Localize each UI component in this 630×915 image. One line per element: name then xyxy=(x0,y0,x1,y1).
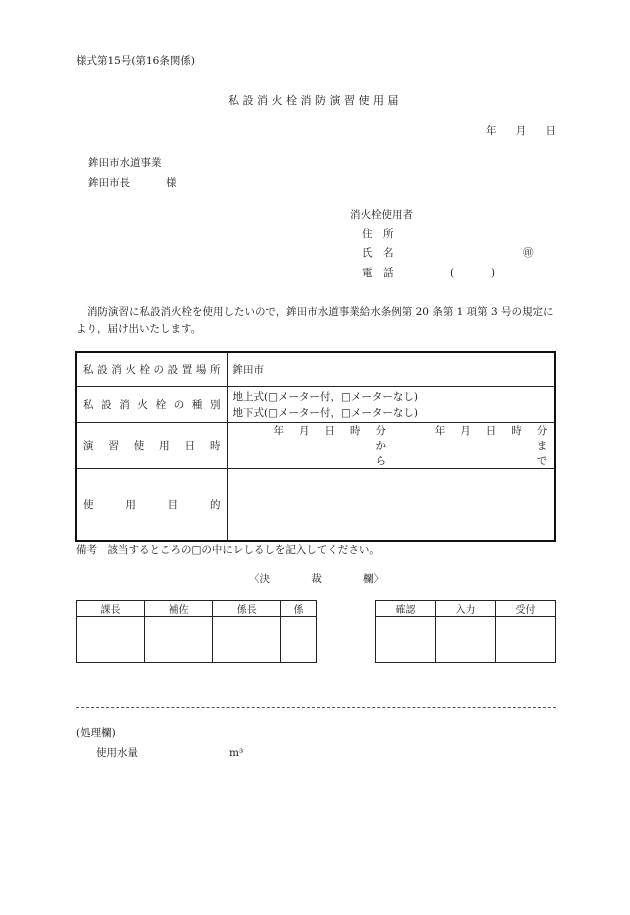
type-label-cell xyxy=(76,387,227,423)
label-char: 演 xyxy=(83,440,94,452)
phone-paren-open: ( xyxy=(450,267,455,279)
approval-col-assistant: 補佐 xyxy=(145,601,213,617)
datetime-row xyxy=(76,423,555,469)
label-char: 消 xyxy=(111,364,122,376)
label-char: 用 xyxy=(159,440,170,452)
label-char: の xyxy=(153,364,165,376)
to-day: 日 xyxy=(485,425,497,437)
applicant-address-row xyxy=(362,229,394,240)
label-char: 使 xyxy=(133,440,145,452)
purpose-label-cell xyxy=(76,469,227,542)
approval-col-subsection-chief: 係長 xyxy=(213,601,281,617)
details-table xyxy=(75,351,556,542)
date-line xyxy=(486,126,556,137)
datetime-label xyxy=(83,438,221,453)
addressee-mayor: 鉾田市長 xyxy=(88,177,130,189)
approval-heading-mid: 裁 xyxy=(311,573,322,585)
approval-left-header xyxy=(77,601,317,617)
label-char: 別 xyxy=(209,399,221,411)
approval-table-left xyxy=(76,600,317,663)
approval-col-section-chief: 課長 xyxy=(77,601,145,617)
datetime-value[interactable] xyxy=(227,423,555,469)
to-month: 月 xyxy=(460,425,471,437)
label-char: 設 xyxy=(101,399,112,411)
label-char: 私 xyxy=(83,399,94,411)
label-char: 火 xyxy=(137,399,148,411)
water-usage-label: 使用水量 xyxy=(96,747,138,759)
to-year: 年 xyxy=(434,425,446,437)
addressee-line2 xyxy=(88,178,177,189)
applicant-name-row xyxy=(362,248,394,259)
applicant-phone-row xyxy=(362,268,394,279)
applicant-title: 消火栓使用者 xyxy=(350,209,413,221)
from-month: 月 xyxy=(299,425,310,437)
dashed-separator xyxy=(76,707,556,708)
label-char: 用 xyxy=(125,499,136,511)
approval-table-right xyxy=(375,600,556,663)
approval-heading-left: 〈決 xyxy=(249,573,270,585)
type-option-underground[interactable]: 地下式(□メーター付，□メーターなし) xyxy=(232,406,419,419)
label-char: 消 xyxy=(119,399,130,411)
datetime-label-cell xyxy=(76,423,227,469)
addressee-honorific: 様 xyxy=(166,177,177,189)
stamp-cell[interactable] xyxy=(281,617,317,663)
label-char: 置 xyxy=(181,364,193,376)
label-char: 設 xyxy=(167,364,179,376)
phone-paren-close: ) xyxy=(491,267,496,279)
type-value xyxy=(227,387,555,423)
location-label-cell xyxy=(76,352,227,387)
stamp-cell[interactable] xyxy=(213,617,281,663)
date-year: 年 xyxy=(486,125,497,137)
body-text: 消防演習に私設消火栓を使用したいので，鉾田市水道事業給水条例第 20 条第 1 項第 3 号の規定により，届け出いたします。 xyxy=(76,306,554,335)
label-char: 設 xyxy=(97,364,108,376)
stamp-cell[interactable] xyxy=(77,617,145,663)
approval-col-staff: 係 xyxy=(281,601,317,617)
label-char: 場 xyxy=(195,364,207,376)
approval-heading xyxy=(249,574,384,585)
approval-left-stamp-row xyxy=(77,617,317,663)
remark-note: 備考 該当するところの□の中にレしるしを記入してください。 xyxy=(76,544,380,556)
from-year: 年 xyxy=(273,425,284,437)
type-row xyxy=(76,387,555,423)
date-day: 日 xyxy=(545,125,556,137)
label-char: 種 xyxy=(191,399,203,411)
applicant-address-label: 住 所 xyxy=(362,228,394,240)
stamp-cell[interactable] xyxy=(496,617,556,663)
label-char: 所 xyxy=(209,364,221,376)
stamp-cell[interactable] xyxy=(145,617,213,663)
location-row xyxy=(76,352,555,387)
document-title: 私設消火栓消防演習使用届 xyxy=(228,94,402,107)
addressee-line1: 鉾田市水道事業 xyxy=(88,157,162,169)
from-day: 日 xyxy=(324,425,335,437)
label-char: 的 xyxy=(209,499,221,511)
label-char: の xyxy=(173,399,185,411)
label-char: 時 xyxy=(209,440,221,452)
approval-right-header xyxy=(376,601,556,617)
applicant-phone-label: 電 話 xyxy=(362,267,394,279)
purpose-row xyxy=(76,469,555,542)
seal-mark: ㊞ xyxy=(523,247,534,259)
label-char: 栓 xyxy=(155,399,167,411)
datetime-fields xyxy=(233,423,555,468)
approval-heading-right: 欄〉 xyxy=(363,573,384,585)
label-char: 栓 xyxy=(139,364,150,376)
location-label xyxy=(83,362,221,377)
processing-label: (処理欄) xyxy=(76,727,116,739)
approval-col-confirm: 確認 xyxy=(376,601,436,617)
purpose-value[interactable] xyxy=(227,469,555,542)
date-month: 月 xyxy=(515,125,527,137)
label-char: 日 xyxy=(184,440,196,452)
purpose-label xyxy=(83,497,221,512)
type-label xyxy=(83,397,221,412)
unit-label: m³ xyxy=(229,747,244,759)
location-value[interactable]: 鉾田市 xyxy=(227,352,555,387)
label-char: 私 xyxy=(83,364,94,376)
stamp-cell[interactable] xyxy=(376,617,436,663)
from-minute: 分から xyxy=(375,425,386,467)
stamp-cell[interactable] xyxy=(436,617,496,663)
applicant-name-label: 氏 名 xyxy=(362,247,394,259)
label-char: 目 xyxy=(167,499,179,511)
label-char: 習 xyxy=(108,440,119,452)
type-option-above-ground[interactable]: 地上式(□メーター付，□メーターなし) xyxy=(232,390,419,403)
approval-col-receipt: 受付 xyxy=(496,601,556,617)
form-number: 様式第15号(第16条関係) xyxy=(76,55,195,67)
from-hour: 時 xyxy=(350,425,361,437)
label-char: 火 xyxy=(125,364,136,376)
approval-right-stamp-row xyxy=(376,617,556,663)
to-minute: 分まで xyxy=(536,425,548,467)
approval-col-input: 入力 xyxy=(436,601,496,617)
label-char: 使 xyxy=(83,499,94,511)
to-hour: 時 xyxy=(511,425,522,437)
